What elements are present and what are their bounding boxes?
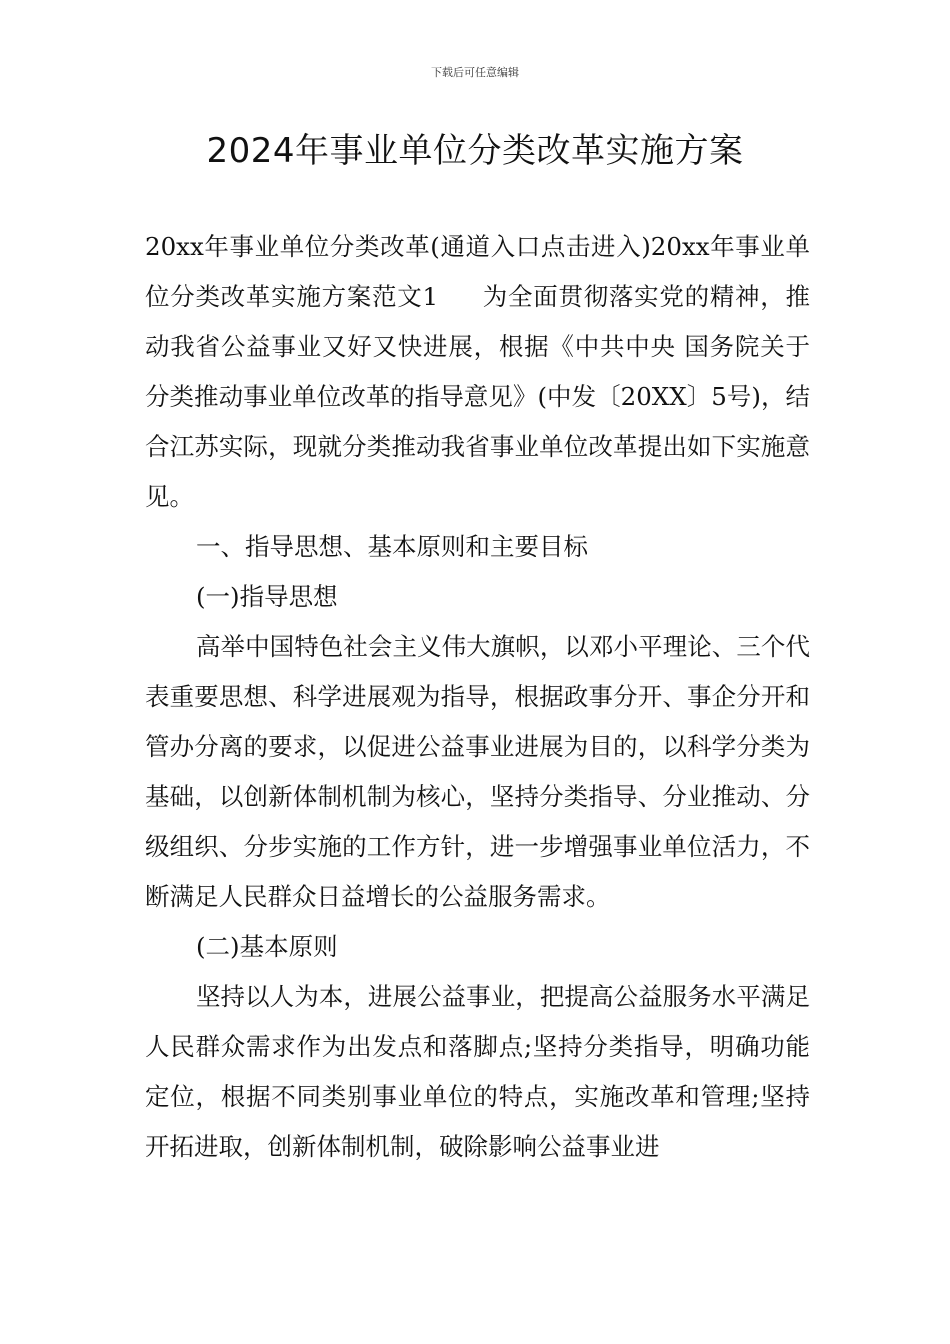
basic-principles-paragraph: 坚持以人为本，进展公益事业，把提高公益服务水平满足人民群众需求作为出发点和落脚点;坚持分类指导，明确功能定位，根据不同类别事业单位的特点，实施改革和管理;坚持开拓进取，创新体制机制，破除影响公益事业进: [145, 982, 810, 1161]
intro-part-b: 为全面贯彻落实党的精神，推动我省公益事业又好又快进展，根据《中共中央 国务院关于分类推动事业单位改革的指导意见》(中发〔20XX〕5号)，结合江苏实际，现就分类推动我省事业单位改革提出如下实施意见。: [145, 282, 811, 511]
intro-part-a: 20xx年事业单位分类改革(通道入口点击进入)20xx年事业单位分类改革实施方案范文1: [145, 232, 810, 311]
intro-paragraph: [145, 222, 810, 522]
subsection-heading-basic-principles: (二)基本原则: [196, 932, 338, 961]
document-body: [145, 222, 810, 1172]
subsection-heading-guiding-thought: (一)指导思想: [196, 582, 338, 611]
guiding-thought-paragraph: 高举中国特色社会主义伟大旗帜，以邓小平理论、三个代表重要思想、科学进展观为指导，根据政事分开、事企分开和管办分离的要求，以促进公益事业进展为目的，以科学分类为基础，以创新体制机制为核心，坚持分类指导、分业推动、分级组织、分步实施的工作方针，进一步增强事业单位活力，不断满足人民群众日益增长的公益服务需求。: [145, 632, 810, 911]
section-heading-1: 一、指导思想、基本原则和主要目标: [196, 532, 588, 561]
document-title: 2024年事业单位分类改革实施方案: [206, 131, 744, 171]
header-note: 下载后可任意编辑: [431, 66, 519, 79]
